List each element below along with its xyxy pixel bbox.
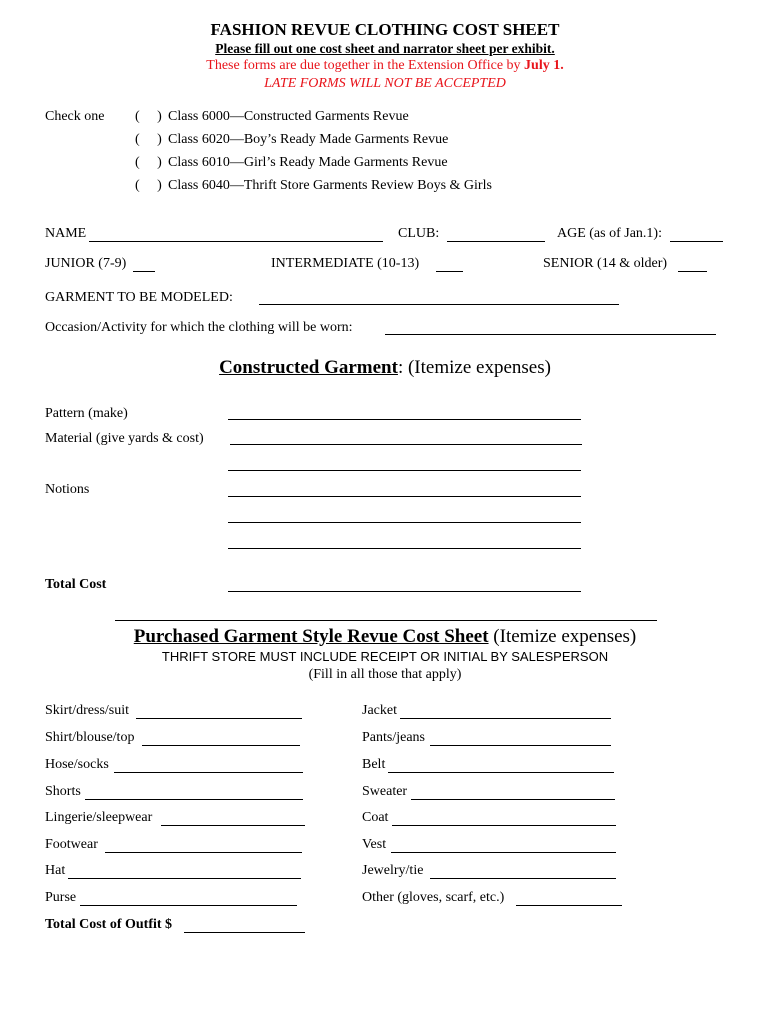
due-date: July 1. — [524, 58, 564, 73]
notions-field-extra[interactable] — [228, 532, 581, 549]
item-label: Shirt/blouse/top — [45, 730, 135, 745]
notions-field[interactable] — [228, 480, 581, 497]
purchased-heading — [0, 626, 770, 648]
class-checkbox[interactable]: ( ) — [135, 155, 162, 170]
item-field[interactable] — [516, 889, 622, 906]
instruction-text: Please fill out one cost sheet and narrator sheet per exhibit. — [215, 41, 555, 56]
material-label: Material (give yards & cost) — [45, 431, 204, 446]
item-label: Vest — [362, 837, 387, 852]
junior-label: JUNIOR (7-9) — [45, 256, 127, 271]
age-label: AGE (as of Jan.1): — [557, 226, 662, 241]
purchased-heading-rest: (Itemize expenses) — [488, 626, 637, 647]
item-field[interactable] — [85, 783, 303, 800]
item-field[interactable] — [105, 836, 302, 853]
notions-label: Notions — [45, 482, 90, 497]
class-checkbox[interactable]: ( ) — [135, 109, 162, 124]
item-field[interactable] — [400, 702, 611, 719]
item-label: Pants/jeans — [362, 730, 425, 745]
item-label: Jewelry/tie — [362, 863, 424, 878]
item-field[interactable] — [430, 862, 616, 879]
name-field[interactable] — [89, 225, 383, 242]
due-text: These forms are due together in the Extension Office by — [206, 58, 525, 73]
due-notice — [0, 58, 770, 74]
class-option-label: Class 6000—Constructed Garments Revue — [168, 109, 409, 124]
item-field[interactable] — [430, 729, 611, 746]
item-label: Jacket — [362, 703, 397, 718]
total-cost-field[interactable] — [228, 575, 581, 592]
item-field[interactable] — [136, 702, 302, 719]
total-cost-label: Total Cost — [45, 577, 107, 592]
item-label: Hose/socks — [45, 757, 109, 772]
club-field[interactable] — [447, 225, 545, 242]
class-option-label: Class 6040—Thrift Store Garments Review Boys & Girls — [168, 178, 492, 193]
item-field[interactable] — [114, 756, 303, 773]
age-field[interactable] — [670, 225, 723, 242]
item-field[interactable] — [142, 729, 300, 746]
item-field[interactable] — [80, 889, 297, 906]
item-label: Skirt/dress/suit — [45, 703, 130, 718]
pattern-field[interactable] — [228, 403, 581, 420]
constructed-heading-rest: : (Itemize expenses) — [397, 357, 551, 378]
notions-field-extra[interactable] — [228, 506, 581, 523]
item-label: Belt — [362, 757, 386, 772]
class-option-label: Class 6020—Boy’s Ready Made Garments Revue — [168, 132, 449, 147]
check-one-label: Check one — [45, 109, 105, 124]
material-field-extra[interactable] — [228, 454, 581, 471]
item-label: Other (gloves, scarf, etc.) — [362, 890, 505, 905]
senior-label: SENIOR (14 & older) — [543, 256, 668, 271]
intermediate-field[interactable] — [436, 255, 463, 272]
constructed-heading-title: Constructed Garment — [219, 357, 398, 378]
class-checkbox[interactable]: ( ) — [135, 132, 162, 147]
pattern-label: Pattern (make) — [45, 406, 128, 421]
item-field[interactable] — [392, 809, 616, 826]
intermediate-label: INTERMEDIATE (10-13) — [271, 256, 420, 271]
item-label: Sweater — [362, 784, 408, 799]
total-outfit-field[interactable] — [184, 916, 305, 933]
club-label: CLUB: — [398, 226, 440, 241]
page-title: FASHION REVUE CLOTHING COST SHEET — [210, 20, 560, 39]
item-label: Purse — [45, 890, 77, 905]
class-checkbox[interactable]: ( ) — [135, 178, 162, 193]
purchased-heading-title: Purchased Garment Style Revue Cost Sheet — [133, 626, 489, 647]
thrift-note: THRIFT STORE MUST INCLUDE RECEIPT OR INITIAL BY SALESPERSON — [161, 649, 609, 664]
section-divider — [115, 620, 657, 621]
item-field[interactable] — [391, 836, 616, 853]
item-label: Hat — [45, 863, 66, 878]
late-notice: LATE FORMS WILL NOT BE ACCEPTED — [264, 76, 506, 91]
material-field[interactable] — [230, 428, 582, 445]
senior-field[interactable] — [678, 255, 707, 272]
item-field[interactable] — [411, 783, 615, 800]
name-label: NAME — [45, 226, 87, 241]
item-label: Coat — [362, 810, 389, 825]
constructed-heading — [0, 357, 770, 379]
item-field[interactable] — [388, 756, 614, 773]
item-field[interactable] — [161, 809, 305, 826]
occasion-label: Occasion/Activity for which the clothing will be worn: — [45, 320, 353, 335]
fill-note: (Fill in all those that apply) — [308, 667, 462, 682]
class-option-label: Class 6010—Girl’s Ready Made Garments Revue — [168, 155, 448, 170]
occasion-field[interactable] — [385, 318, 716, 335]
item-field[interactable] — [68, 862, 301, 879]
item-label: Lingerie/sleepwear — [45, 810, 153, 825]
total-outfit-label: Total Cost of Outfit $ — [45, 917, 173, 932]
garment-field[interactable] — [259, 288, 619, 305]
garment-label: GARMENT TO BE MODELED: — [45, 290, 233, 305]
item-label: Shorts — [45, 784, 81, 799]
item-label: Footwear — [45, 837, 98, 852]
junior-field[interactable] — [133, 255, 155, 272]
